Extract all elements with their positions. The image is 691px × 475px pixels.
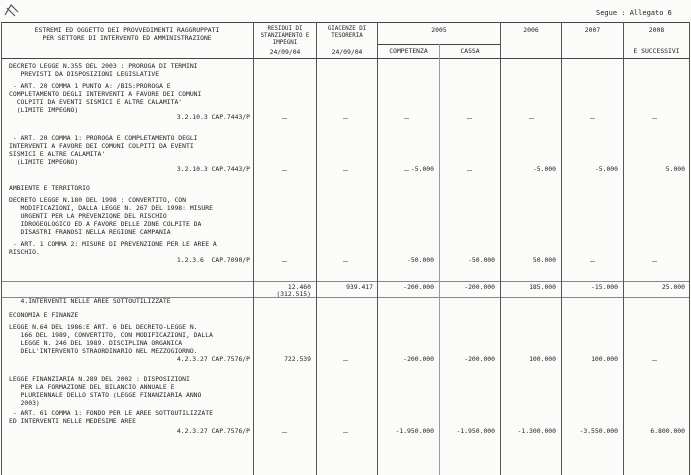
text-line: PREVISTI DA DISPOSIZIONI LEGISLATIVE: [9, 70, 160, 78]
value-cell: 5.000: [665, 165, 685, 173]
header-competenza: COMPETENZA: [389, 47, 428, 55]
value-cell: 100.000: [529, 355, 556, 363]
value-cell: -200.000: [464, 283, 495, 291]
text-line: ED INTERVENTI NELLE MEDESIME AREE: [9, 417, 136, 425]
text-line: DECRETO LEGGE N.180 DEL 1998 : CONVERTITO, CON: [9, 196, 186, 204]
text-line: URGENTI PER LA PREVENZIONE DEL RISCHIO: [9, 212, 167, 220]
text-line: MODIFICAZIONI, DALLA LEGGE N. 267 DEL 1998: MISURE: [9, 204, 213, 212]
text-line: RISCHIO.: [9, 248, 40, 256]
text-line: DISASTRI FRANOSI NELLA REGIONE CAMPANIA: [9, 228, 171, 236]
text-line: COMPLETAMENTO DEGLI INTERVENTI A FAVORE DEI COMUNI: [9, 90, 202, 98]
value-cell: 50.000: [532, 256, 556, 264]
text-line: DECRETO LEGGE N.355 DEL 2003 : PROROGA DI TERMINI: [9, 62, 198, 70]
chapter-code: 4.2.3.27 CAP.7576/P: [176, 355, 250, 363]
value-cell: -5.000: [532, 165, 556, 173]
chapter-code: 4.2.3.27 CAP.7576/P: [176, 427, 250, 435]
section-heading: 4.INTERVENTI NELLE AREE SOTTOUTILIZZATE: [9, 297, 171, 305]
chapter-code: 3.2.10.3 CAP.7443/P: [176, 113, 250, 121]
value-cell: -5.000: [594, 165, 618, 173]
header-successivi: E SUCCESSIVI: [633, 47, 680, 55]
continuation-label: Segue : Allegato 6: [596, 9, 672, 17]
value-cell: -200.000: [464, 355, 495, 363]
value-cell: 6.800.000: [650, 427, 685, 435]
value-cell: -200.000: [403, 355, 434, 363]
value-cell: -1.950.000: [456, 427, 495, 435]
value-cell: 25.000: [661, 283, 685, 291]
chapter-code: 1.2.3.6 CAP.7090/P: [176, 256, 250, 264]
text-line: INTERVENTI A FAVORE DEI COMUNI COLPITI DA EVENTI: [9, 142, 194, 150]
text-line: IDROGEOLOGICO ED A FAVORE DELLE ZONE COLPITE DA: [9, 220, 202, 228]
header-year-2008: 2008: [648, 26, 665, 34]
value-cell: -5.000: [410, 165, 434, 173]
text-line: 2003): [9, 399, 40, 407]
value-cell: 722.539: [284, 355, 311, 363]
value-cell: -200.000: [403, 283, 434, 291]
value-cell: 185.000: [529, 283, 556, 291]
value-cell: -50.000: [407, 256, 434, 264]
text-line: PLURIENNALE DELLO STATO (LEGGE FINANZIARIA ANNO: [9, 391, 202, 399]
text-line: DELL'INTERVENTO STRAORDINARIO NEL MEZZOGIORNO.: [9, 347, 198, 355]
text-line: - ART. 1 COMMA 2: MISURE DI PREVENZIONE PER LE AREE A: [9, 240, 217, 248]
section-heading: ECONOMIA E FINANZE: [9, 311, 79, 319]
header-cassa: CASSA: [460, 47, 480, 55]
text-line: LEGGE N. 246 DEL 1989. DISCIPLINA ORGANICA: [9, 339, 183, 347]
value-cell: -1.300.000: [517, 427, 556, 435]
value-cell: -3.550.000: [579, 427, 618, 435]
text-line: 166 DEL 1989, CONVERTITO, CON MODIFICAZIONI, DALLA: [9, 331, 213, 339]
value-cell: 12.460: [287, 283, 311, 291]
section-heading: AMBIENTE E TERRITORIO: [9, 184, 90, 192]
value-cell: -1.950.000: [395, 427, 434, 435]
text-line: SISMICI E ALTRE CALAMITA': [9, 150, 106, 158]
text-line: LEGGE FINANZIARIA N.289 DEL 2002 : DISPOSIZIONI: [9, 375, 190, 383]
text-line: - ART. 20 COMMA 1: PROROGA E COMPLETAMENTO DEGLI: [9, 134, 198, 142]
header-year-2005: 2005: [431, 26, 447, 34]
text-line: (LIMITE IMPEGNO): [9, 106, 79, 114]
text-line: - ART. 61 COMMA 1: FONDO PER LE AREE SOTTOUTILIZZATE: [9, 409, 213, 417]
text-line: PER LA FORMAZIONE DEL BILANCIO ANNUALE E: [9, 383, 175, 391]
stamp-mark: [3, 2, 21, 18]
value-cell: -50.000: [468, 256, 495, 264]
header-year-2007: 2007: [584, 26, 601, 34]
value-cell: -15.000: [591, 283, 618, 291]
value-cell: (312.515): [276, 290, 311, 298]
text-line: - ART. 20 COMMA 1 PUNTO A: /BIS:PROROGA E: [9, 82, 171, 90]
text-line: LEGGE N.64 DEL 1986:E ART. 6 DEL DECRETO-LEGGE N.: [9, 323, 198, 331]
text-line: (LIMITE IMPEGNO): [9, 158, 79, 166]
value-cell: 939.417: [346, 283, 373, 291]
header-year-2006: 2006: [523, 26, 539, 34]
chapter-code: 3.2.10.3 CAP.7443/P: [176, 165, 250, 173]
text-line: COLPITI DA EVENTI SISMICI E ALTRE CALAMITA': [9, 98, 183, 106]
value-cell: 100.000: [591, 355, 618, 363]
